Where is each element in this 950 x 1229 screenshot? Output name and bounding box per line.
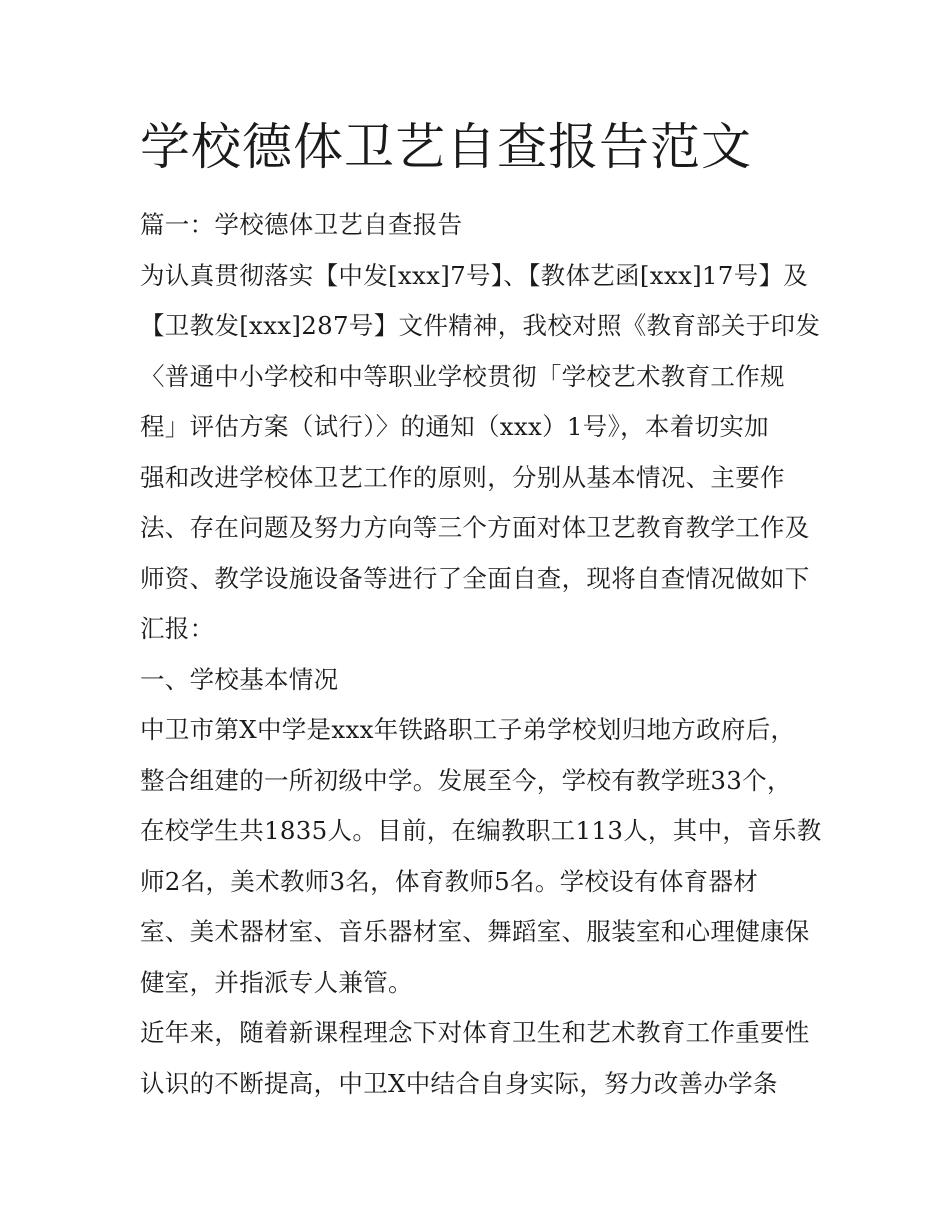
text-line: 〈普通中小学校和中等职业学校贯彻「学校艺术教育工作规 <box>140 361 785 391</box>
text-line: 【卫教发[xxx]287号】文件精神，我校对照《教育部关于印发 <box>140 311 821 340</box>
text-line: 近年来，随着新课程理念下对体育卫生和艺术教育工作重要性 <box>140 1018 810 1047</box>
text-line: 强和改进学校体卫艺工作的原则，分别从基本情况、主要作 <box>140 462 785 492</box>
text-line: 为认真贯彻落实【中发[xxx]7号】、【教体艺函[xxx]17号】及 <box>140 260 809 290</box>
text-line: 师2名，美术教师3名，体育教师5名。学校设有体育器材 <box>140 866 759 896</box>
text-line: 中卫市第X中学是xxx年铁路职工子弟学校划归地方政府后， <box>140 715 796 744</box>
text-line: 认识的不断提高，中卫X中结合自身实际，努力改善办学条 <box>140 1068 778 1098</box>
text-line: 汇报： <box>140 614 215 643</box>
text-line: 法、存在问题及努力方向等三个方面对体卫艺教育教学工作及 <box>140 513 810 542</box>
text-line: 师资、教学设施设备等进行了全面自查，现将自查情况做如下 <box>140 563 810 593</box>
text-line: 程」评估方案（试行）〉的通知（xxx）1号》，本着切实加 <box>140 412 769 441</box>
text-line: 室、美术器材室、音乐器材室、舞蹈室、服装室和心理健康保 <box>140 917 810 946</box>
text-line: 在校学生共1835人。目前，在编教职工113人，其中，音乐教 <box>140 816 822 845</box>
text-line: 篇一：学校德体卫艺自查报告 <box>140 210 463 239</box>
text-line: 健室，并指派专人兼管。 <box>140 967 413 997</box>
document-body <box>140 200 830 1109</box>
document-title: 学校德体卫艺自查报告范文 <box>140 118 752 176</box>
text-line: 一、学校基本情况 <box>140 664 339 694</box>
text-line: 整合组建的一所初级中学。发展至今，学校有教学班33个， <box>140 765 792 795</box>
